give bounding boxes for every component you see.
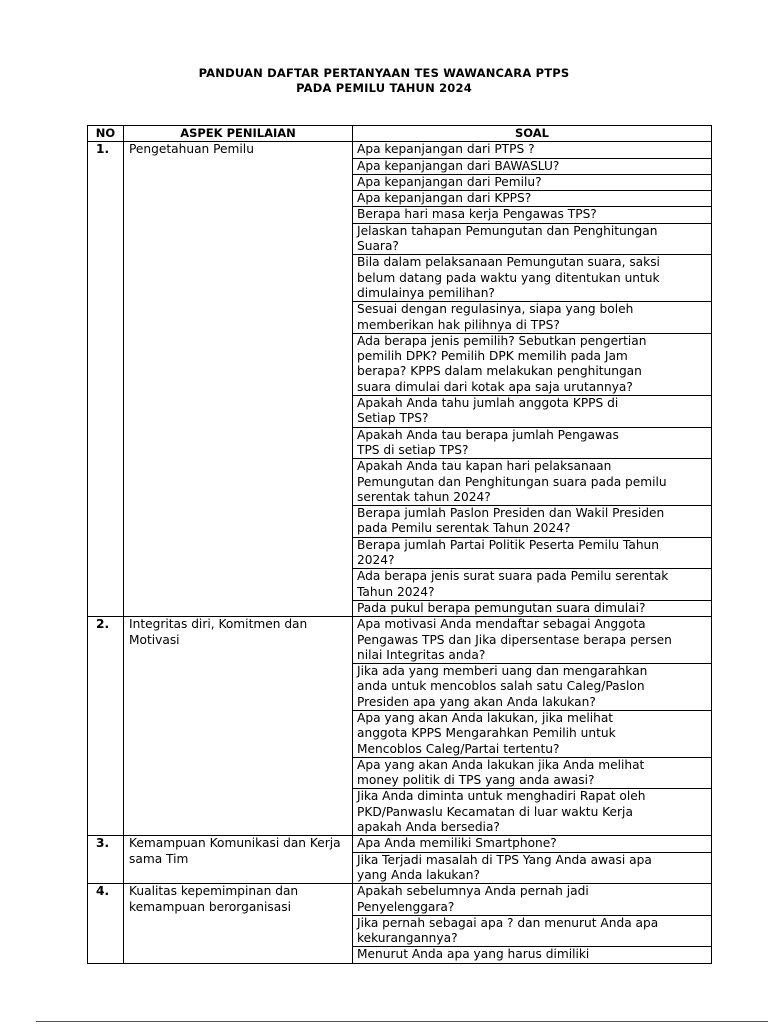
soal-question: [353, 396, 712, 428]
soal-line: Presiden apa yang akan Anda lakukan?: [357, 694, 596, 709]
soal-question: [353, 884, 712, 916]
soal-line: Penyelenggara?: [357, 899, 455, 914]
soal-question: [353, 789, 712, 836]
table-body: [88, 142, 712, 963]
soal-question: [353, 600, 712, 616]
soal-question: [353, 302, 712, 334]
soal-question: [353, 506, 712, 538]
soal-line: berapa? KPPS dalam melakukan penghitungan: [357, 364, 642, 379]
soal-line: Berapa jumlah Paslon Presiden dan Wakil Presiden: [357, 506, 665, 521]
soal-line: Pada pukul berapa pemungutan suara dimulai?: [357, 600, 646, 615]
soal-line: Apa Anda memiliki Smartphone?: [357, 836, 557, 851]
table-row: [88, 142, 712, 158]
soal-line: Jika ada yang memberi uang dan mengarahkan: [357, 664, 648, 679]
aspek-penilaian: Kemampuan Komunikasi dan Kerja sama Tim: [124, 836, 353, 884]
soal-question: [353, 852, 712, 884]
soal-question: [353, 915, 712, 947]
table-header-row: [88, 126, 712, 142]
question-table: [87, 125, 712, 964]
soal-line: Berapa hari masa kerja Pengawas TPS?: [357, 207, 597, 222]
soal-question: [353, 710, 712, 757]
soal-question: [353, 207, 712, 223]
soal-line: Jika Anda diminta untuk menghadiri Rapat oleh: [357, 789, 646, 804]
section-number: 2.: [88, 617, 124, 836]
soal-question: [353, 142, 712, 158]
soal-line: Apa yang akan Anda lakukan jika Anda melihat: [357, 757, 645, 772]
table-row: [88, 617, 712, 664]
soal-question: [353, 757, 712, 789]
aspek-penilaian: Integritas diri, Komitmen dan Motivasi: [124, 617, 353, 836]
soal-line: belum datang pada waktu yang ditentukan untuk: [357, 270, 660, 285]
soal-line: Suara?: [357, 239, 399, 254]
document-title-line-1: PANDUAN DAFTAR PERTANYAAN TES WAWANCARA PTPS: [198, 66, 570, 80]
header-no: NO: [88, 126, 124, 142]
soal-line: Pemungutan dan Penghitungan suara pada pemilu: [357, 474, 667, 489]
soal-line: dimulainya pemilihan?: [357, 285, 495, 300]
soal-line: Tahun 2024?: [357, 584, 435, 599]
soal-line: anda untuk mencoblos salah satu Caleg/Paslon: [357, 679, 645, 694]
soal-line: Sesuai dengan regulasinya, siapa yang boleh: [357, 302, 634, 317]
soal-line: Apa kepanjangan dari KPPS?: [357, 191, 532, 206]
soal-question: [353, 333, 712, 395]
soal-line: apakah Anda bersedia?: [357, 820, 500, 835]
soal-line: Apakah Anda tahu jumlah anggota KPPS di: [357, 396, 619, 411]
aspek-penilaian: Pengetahuan Pemilu: [124, 142, 353, 617]
section-number: 3.: [88, 836, 124, 884]
soal-line: Pengawas TPS dan Jika dipersentase berapa persen: [357, 632, 672, 647]
header-soal: SOAL: [353, 126, 712, 142]
soal-line: Bila dalam pelaksanaan Pemungutan suara, saksi: [357, 255, 660, 270]
soal-line: yang Anda lakukan?: [357, 867, 480, 882]
soal-line: Apa motivasi Anda mendaftar sebagai Anggota: [357, 617, 646, 632]
soal-line: Apa kepanjangan dari BAWASLU?: [357, 158, 560, 173]
soal-line: nilai Integritas anda?: [357, 647, 486, 662]
soal-question: [353, 223, 712, 255]
soal-question: [353, 427, 712, 459]
soal-line: Apa yang akan Anda lakukan, jika melihat: [357, 710, 614, 725]
soal-question: [353, 836, 712, 852]
aspek-penilaian: Kualitas kepemimpinan dan kemampuan berorganisasi: [124, 884, 353, 963]
soal-line: Apakah Anda tau berapa jumlah Pengawas: [357, 427, 619, 442]
soal-line: suara dimulai dari kotak apa saja urutannya?: [357, 379, 633, 394]
soal-question: [353, 191, 712, 207]
soal-line: kekurangannya?: [357, 931, 458, 946]
soal-line: Menurut Anda apa yang harus dimiliki: [357, 947, 590, 962]
soal-line: anggota KPPS Mengarahkan Pemilih untuk: [357, 726, 616, 741]
soal-line: TPS di setiap TPS?: [357, 442, 469, 457]
soal-question: [353, 569, 712, 601]
soal-line: memberikan hak pilihnya di TPS?: [357, 317, 560, 332]
footer-divider: [36, 1021, 768, 1022]
soal-line: Ada berapa jenis pemilih? Sebutkan pengertian: [357, 333, 647, 348]
soal-question: [353, 664, 712, 711]
soal-line: Berapa jumlah Partai Politik Peserta Pemilu Tahun: [357, 537, 659, 552]
soal-line: Jika Terjadi masalah di TPS Yang Anda awasi apa: [357, 852, 652, 867]
soal-line: Jelaskan tahapan Pemungutan dan Penghitungan: [357, 223, 658, 238]
section-number: 4.: [88, 884, 124, 963]
soal-line: Apakah Anda tau kapan hari pelaksanaan: [357, 459, 612, 474]
table-row: [88, 884, 712, 916]
soal-line: pemilih DPK? Pemilih DPK memilih pada Jam: [357, 349, 628, 364]
soal-line: 2024?: [357, 553, 395, 568]
soal-line: Jika pernah sebagai apa ? dan menurut Anda apa: [357, 915, 659, 930]
section-number: 1.: [88, 142, 124, 617]
soal-question: [353, 617, 712, 664]
soal-line: pada Pemilu serentak Tahun 2024?: [357, 521, 571, 536]
soal-line: money politik di TPS yang anda awasi?: [357, 773, 595, 788]
soal-line: Apa kepanjangan dari Pemilu?: [357, 174, 542, 189]
soal-line: Apakah sebelumnya Anda pernah jadi: [357, 884, 589, 899]
document-title-line-2: PADA PEMILU TAHUN 2024: [296, 81, 472, 95]
soal-line: serentak tahun 2024?: [357, 489, 491, 504]
soal-line: Mencoblos Caleg/Partai tertentu?: [357, 741, 560, 756]
soal-question: [353, 459, 712, 506]
soal-question: [353, 947, 712, 963]
soal-question: [353, 174, 712, 190]
soal-line: Setiap TPS?: [357, 411, 429, 426]
table-row: [88, 836, 712, 852]
soal-line: Ada berapa jenis surat suara pada Pemilu serentak: [357, 569, 669, 584]
soal-question: [353, 255, 712, 302]
soal-line: PKD/Panwaslu Kecamatan di luar waktu Kerja: [357, 804, 633, 819]
header-aspek: ASPEK PENILAIAN: [124, 126, 353, 142]
soal-question: [353, 537, 712, 569]
soal-line: Apa kepanjangan dari PTPS ?: [357, 142, 535, 157]
soal-question: [353, 158, 712, 174]
